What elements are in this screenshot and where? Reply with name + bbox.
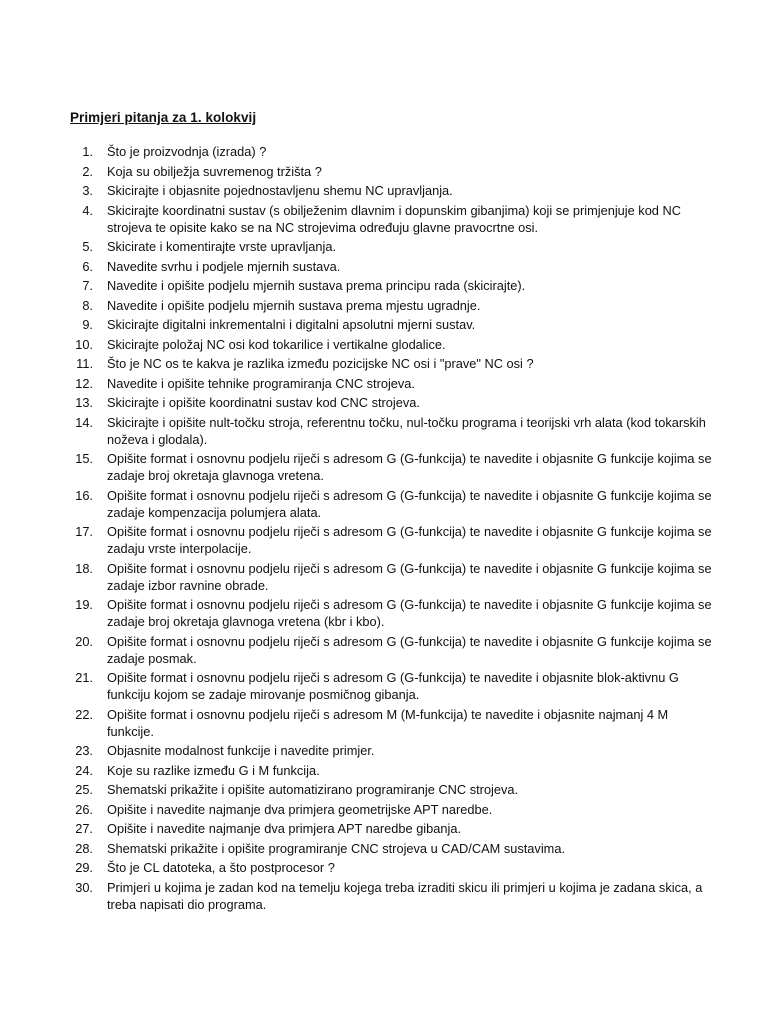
question-text: Opišite format i osnovnu podjelu riječi s adresom M (M-funkcija) te navedite i objasnite najmanj 4 M funkcije. bbox=[107, 706, 669, 739]
question-number: 6. bbox=[82, 258, 93, 274]
question-item bbox=[64, 394, 714, 411]
question-number: 4. bbox=[82, 202, 93, 218]
question-text: Opišite format i osnovnu podjelu riječi s adresom G (G-funkcija) te navedite i objasnite G funkcije kojima se zadaju vrste interpolacije. bbox=[107, 524, 712, 556]
question-number: 14. bbox=[75, 414, 93, 430]
question-text: Navedite i opišite podjelu mjernih sustava prema mjestu ugradnje. bbox=[107, 297, 481, 313]
question-number: 28. bbox=[75, 840, 93, 856]
question-number: 9. bbox=[82, 317, 93, 332]
question-text: Navedite svrhu i podjele mjernih sustava. bbox=[107, 258, 341, 274]
question-text: Opišite format i osnovnu podjelu riječi s adresom G (G-funkcija) te navedite i objasnite G funkcije kojima se zadaje izbor ravnine obrade. bbox=[107, 560, 712, 593]
question-number: 2. bbox=[82, 163, 93, 179]
question-number: 25. bbox=[75, 782, 93, 797]
question-number: 30. bbox=[75, 879, 93, 895]
question-item bbox=[64, 258, 714, 275]
question-item bbox=[64, 560, 714, 594]
question-item bbox=[64, 781, 714, 798]
question-text: Skicirajte i opišite koordinatni sustav kod CNC strojeva. bbox=[107, 395, 420, 410]
question-item bbox=[64, 202, 714, 236]
question-item bbox=[64, 596, 714, 630]
question-text: Što je NC os te kakva je razlika između pozicijske NC osi i "prave" NC osi ? bbox=[107, 356, 534, 371]
question-item bbox=[64, 297, 714, 314]
question-number: 19. bbox=[75, 597, 93, 612]
question-item bbox=[64, 316, 714, 333]
question-number: 3. bbox=[82, 183, 93, 198]
question-item bbox=[64, 523, 714, 557]
question-text: Koje su razlike između G i M funkcija. bbox=[107, 762, 320, 778]
question-text: Što je CL datoteka, a što postprocesor ? bbox=[107, 860, 335, 875]
question-text: Skicirajte i objasnite pojednostavljenu shemu NC upravljanja. bbox=[107, 183, 453, 198]
question-item bbox=[64, 355, 714, 372]
question-number: 10. bbox=[75, 336, 93, 352]
question-text: Navedite i opišite tehnike programiranja CNC strojeva. bbox=[107, 375, 415, 391]
question-number: 27. bbox=[75, 821, 93, 836]
question-text: Skicirate i komentirajte vrste upravljanja. bbox=[107, 239, 337, 254]
document-title: Primjeri pitanja za 1. kolokvij bbox=[70, 110, 257, 125]
question-item bbox=[64, 277, 714, 294]
question-number: 17. bbox=[75, 524, 93, 539]
question-text: Opišite format i osnovnu podjelu riječi s adresom G (G-funkcija) te navedite i objasnite G funkcije kojima se zadaje broj okretaja glavnoga vretena (kbr i kbo). bbox=[107, 597, 712, 629]
question-text: Skicirajte položaj NC osi kod tokarilice i vertikalne glodalice. bbox=[107, 336, 446, 352]
question-item bbox=[64, 633, 714, 667]
question-item bbox=[64, 669, 714, 703]
question-item bbox=[64, 375, 714, 392]
question-number: 16. bbox=[75, 487, 93, 503]
question-text: Što je proizvodnja (izrada) ? bbox=[107, 144, 267, 159]
question-item bbox=[64, 706, 714, 740]
question-number: 11. bbox=[76, 356, 93, 371]
question-text: Primjeri u kojima je zadan kod na temelju kojega treba izraditi skicu ili primjeri u kojima je zadana skica, a treba napisati dio programa. bbox=[107, 879, 703, 912]
question-number: 18. bbox=[75, 560, 93, 576]
question-number: 23. bbox=[75, 743, 93, 758]
question-item bbox=[64, 487, 714, 521]
question-number: 20. bbox=[75, 633, 93, 649]
question-item bbox=[64, 143, 714, 160]
question-item bbox=[64, 820, 714, 837]
question-text: Opišite format i osnovnu podjelu riječi s adresom G (G-funkcija) te navedite i objasnite G funkcije kojima se zadaje kompenzacija polumjera alata. bbox=[107, 487, 712, 520]
question-number: 1. bbox=[82, 144, 93, 159]
question-text: Skicirajte digitalni inkrementalni i digitalni apsolutni mjerni sustav. bbox=[107, 317, 476, 332]
question-item bbox=[64, 238, 714, 255]
question-text: Skicirajte i opišite nult-točku stroja, referentnu točku, nul-točku programa i teorijski vrh alata (kod tokarskih noževa i glodala). bbox=[107, 414, 706, 447]
question-number: 7. bbox=[82, 278, 93, 293]
question-number: 13. bbox=[75, 395, 93, 410]
question-item bbox=[64, 414, 714, 448]
question-item bbox=[64, 742, 714, 759]
question-text: Objasnite modalnost funkcije i navedite primjer. bbox=[107, 743, 375, 758]
question-text: Koja su obilježja suvremenog tržišta ? bbox=[107, 163, 322, 179]
question-text: Opišite format i osnovnu podjelu riječi s adresom G (G-funkcija) te navedite i objasnite blok-aktivnu G funkciju kojom se zadaje mirovanje posmičnog gibanja. bbox=[107, 670, 679, 702]
question-text: Opišite format i osnovnu podjelu riječi s adresom G (G-funkcija) te navedite i objasnite G funkcije kojima se zadaje broj okretaja glavnoga vretena. bbox=[107, 451, 712, 483]
question-number: 15. bbox=[75, 451, 93, 466]
question-text: Opišite i navedite najmanje dva primjera geometrijske APT naredbe. bbox=[107, 801, 493, 817]
question-text: Navedite i opišite podjelu mjernih sustava prema principu rada (skicirajte). bbox=[107, 278, 526, 293]
question-number: 26. bbox=[75, 801, 93, 817]
question-number: 21. bbox=[75, 670, 93, 685]
question-item bbox=[64, 450, 714, 484]
question-text: Shematski prikažite i opišite programiranje CNC strojeva u CAD/CAM sustavima. bbox=[107, 840, 565, 856]
question-number: 8. bbox=[82, 297, 93, 313]
question-item bbox=[64, 879, 714, 913]
question-number: 29. bbox=[75, 860, 93, 875]
question-number: 24. bbox=[75, 762, 93, 778]
question-item bbox=[64, 182, 714, 199]
question-number: 22. bbox=[75, 706, 93, 722]
question-text: Shematski prikažite i opišite automatizirano programiranje CNC strojeva. bbox=[107, 782, 519, 797]
question-list bbox=[64, 143, 714, 915]
question-item bbox=[64, 840, 714, 857]
question-number: 5. bbox=[82, 239, 93, 254]
question-item bbox=[64, 801, 714, 818]
question-text: Skicirajte koordinatni sustav (s obilježenim dlavnim i dopunskim gibanjima) koji se primjenjuje kod NC strojeva te opisite kako se na NC strojevima određuju glavne pravocrtne osi. bbox=[107, 202, 681, 235]
question-text: Opišite i navedite najmanje dva primjera APT naredbe gibanja. bbox=[107, 821, 462, 836]
question-text: Opišite format i osnovnu podjelu riječi s adresom G (G-funkcija) te navedite i objasnite G funkcije kojima se zadaje posmak. bbox=[107, 633, 712, 666]
question-item bbox=[64, 762, 714, 779]
question-item bbox=[64, 163, 714, 180]
question-item bbox=[64, 336, 714, 353]
question-number: 12. bbox=[75, 375, 93, 391]
question-item bbox=[64, 859, 714, 876]
